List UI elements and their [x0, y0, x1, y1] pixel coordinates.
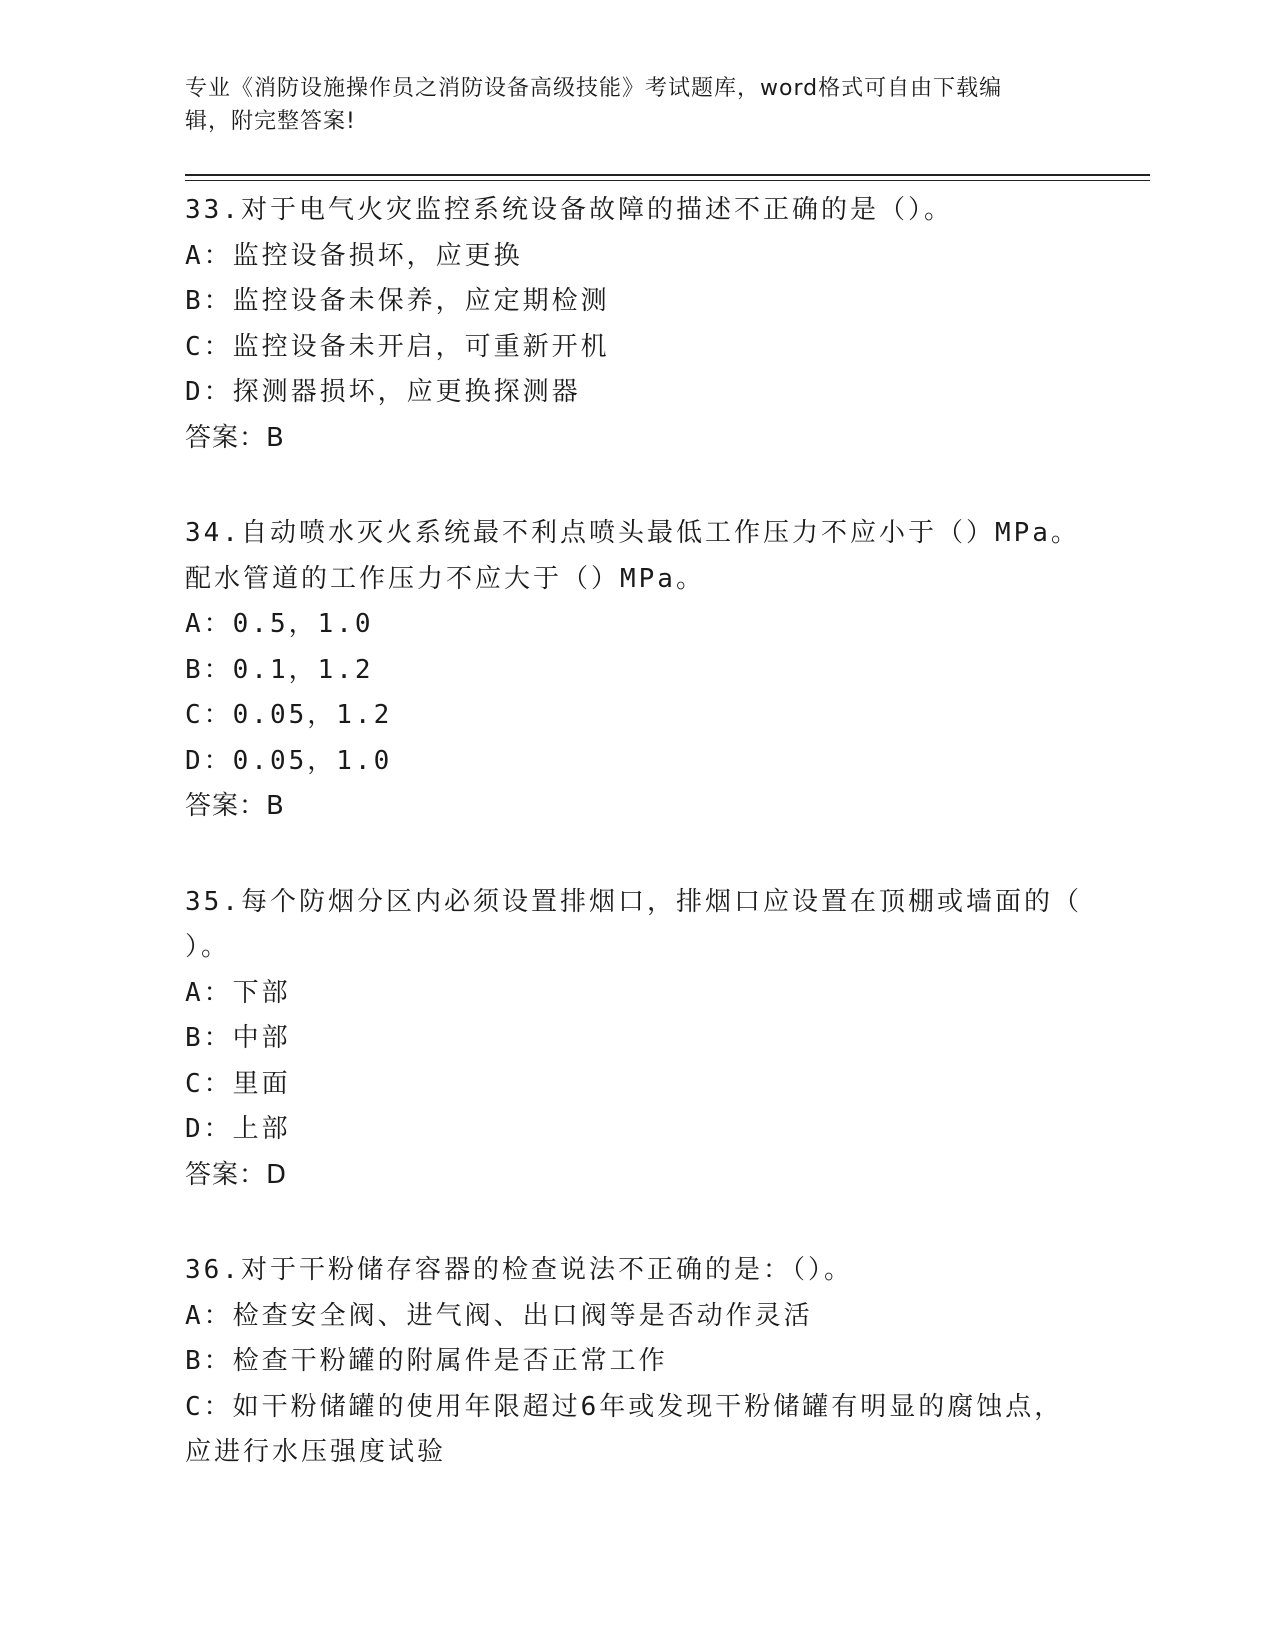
option-b: B：监控设备未保养，应定期检测: [185, 286, 610, 316]
question-34: [185, 511, 1085, 830]
question-stem: 36.对于干粉储存容器的检查说法不正确的是：（）。: [185, 1255, 853, 1285]
option-c-continued: 应进行水压强度试验: [185, 1437, 447, 1467]
question-stem-continued: 配水管道的工作压力不应大于（）MPa。: [185, 563, 705, 594]
header-line-1: 专业《消防设施操作员之消防设备高级技能》考试题库，word格式可自由下载编: [185, 76, 1003, 101]
option-d: D：上部: [185, 1114, 291, 1144]
option-a: A：0.5，1.0: [185, 609, 374, 639]
header-line-2: 辑，附完整答案!: [185, 109, 356, 134]
answer-line: 答案：D: [185, 1159, 288, 1190]
answer-line: 答案：B: [185, 791, 285, 821]
option-b: B：中部: [185, 1023, 291, 1053]
question-list: [185, 188, 1085, 1526]
option-c: C：如干粉储罐的使用年限超过6年或发现干粉储罐有明显的腐蚀点，: [185, 1391, 1064, 1422]
question-33: [185, 188, 1085, 461]
option-c: C：0.05，1.2: [185, 700, 393, 730]
header-divider-thin: [185, 180, 1150, 181]
option-a: A：下部: [185, 977, 291, 1008]
option-a: A：检查安全阀、进气阀、出口阀等是否动作灵活: [185, 1300, 813, 1331]
option-d: D：0.05，1.0: [185, 745, 393, 776]
option-d: D：探测器损坏，应更换探测器: [185, 377, 581, 407]
option-a: A：监控设备损坏，应更换: [185, 240, 523, 271]
question-stem: 34.自动喷水灭火系统最不利点喷头最低工作压力不应小于（）MPa。: [185, 518, 1080, 548]
option-b: B：检查干粉罐的附属件是否正常工作: [185, 1346, 668, 1376]
option-c: C：里面: [185, 1068, 291, 1099]
answer-line: 答案：B: [185, 422, 285, 453]
question-stem-continued: ）。: [185, 932, 231, 962]
question-stem: 35.每个防烟分区内必须设置排烟口，排烟口应设置在顶棚或墙面的（: [185, 886, 1082, 917]
header-divider-thick: [185, 174, 1150, 176]
option-b: B：0.1，1.2: [185, 654, 374, 685]
question-35: [185, 880, 1085, 1199]
question-36: [185, 1248, 1085, 1476]
question-stem: 33.对于电气火灾监控系统设备故障的描述不正确的是（）。: [185, 195, 953, 225]
document-header: [185, 72, 1075, 138]
option-c: C：监控设备未开启，可重新开机: [185, 331, 610, 362]
